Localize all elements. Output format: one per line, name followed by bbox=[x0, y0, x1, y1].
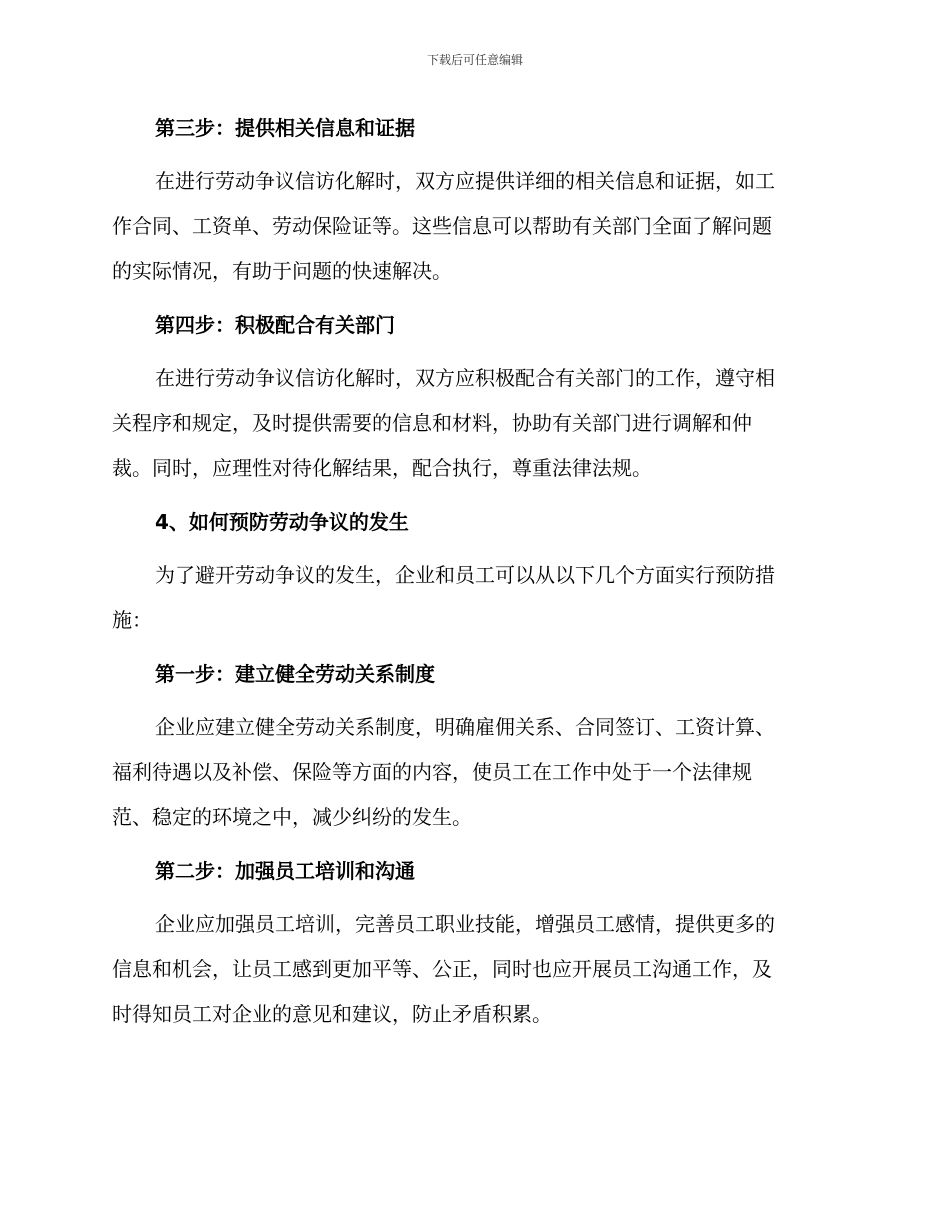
paragraph-line: 企业应建立健全劳动关系制度，明确雇佣关系、合同签订、工资计算、 bbox=[155, 715, 775, 739]
paragraph-line: 为了避开劳动争议的发生，企业和员工可以从以下几个方面实行预防措 bbox=[155, 563, 775, 587]
section-step-four bbox=[112, 307, 838, 491]
paragraph bbox=[112, 356, 838, 491]
section-step-two bbox=[112, 853, 838, 1037]
paragraph-line: 的实际情况，有助于问题的快速解决。 bbox=[112, 259, 452, 283]
paragraph bbox=[112, 902, 838, 1037]
paragraph-line: 在进行劳动争议信访化解时，双方应提供详细的相关信息和证据，如工 bbox=[155, 169, 775, 193]
page-header: 下载后可任意编辑 bbox=[426, 53, 523, 67]
paragraph-line: 施： bbox=[112, 608, 152, 632]
paragraph-line: 关程序和规定，及时提供需要的信息和材料，协助有关部门进行调解和仲 bbox=[112, 411, 752, 435]
paragraph-line: 作合同、工资单、劳动保险证等。这些信息可以帮助有关部门全面了解问题 bbox=[112, 214, 772, 238]
paragraph-line: 时得知员工对企业的意见和建议，防止矛盾积累。 bbox=[112, 1002, 552, 1026]
section-heading: 第四步：积极配合有关部门 bbox=[155, 313, 395, 337]
paragraph-line: 在进行劳动争议信访化解时，双方应积极配合有关部门的工作，遵守相 bbox=[155, 366, 775, 390]
section-step-one bbox=[112, 656, 838, 840]
paragraph-line: 企业应加强员工培训，完善员工职业技能，增强员工感情，提供更多的 bbox=[155, 912, 775, 936]
paragraph bbox=[112, 159, 838, 294]
paragraph bbox=[112, 705, 838, 840]
paragraph bbox=[112, 553, 838, 643]
section-prevention bbox=[112, 504, 838, 643]
paragraph-line: 范、稳定的环境之中，减少纠纷的发生。 bbox=[112, 805, 472, 829]
document-body bbox=[112, 110, 838, 1037]
section-heading: 第一步：建立健全劳动关系制度 bbox=[155, 662, 435, 686]
paragraph-line: 裁。同时，应理性对待化解结果，配合执行，尊重法律法规。 bbox=[112, 456, 652, 480]
paragraph-line: 信息和机会，让员工感到更加平等、公正，同时也应开展员工沟通工作，及 bbox=[112, 957, 772, 981]
section-heading: 4、如何预防劳动争议的发生 bbox=[155, 510, 409, 534]
section-heading: 第三步：提供相关信息和证据 bbox=[155, 116, 415, 140]
section-heading: 第二步：加强员工培训和沟通 bbox=[155, 859, 415, 883]
section-step-three bbox=[112, 110, 838, 294]
paragraph-line: 福利待遇以及补偿、保险等方面的内容，使员工在工作中处于一个法律规 bbox=[112, 760, 752, 784]
